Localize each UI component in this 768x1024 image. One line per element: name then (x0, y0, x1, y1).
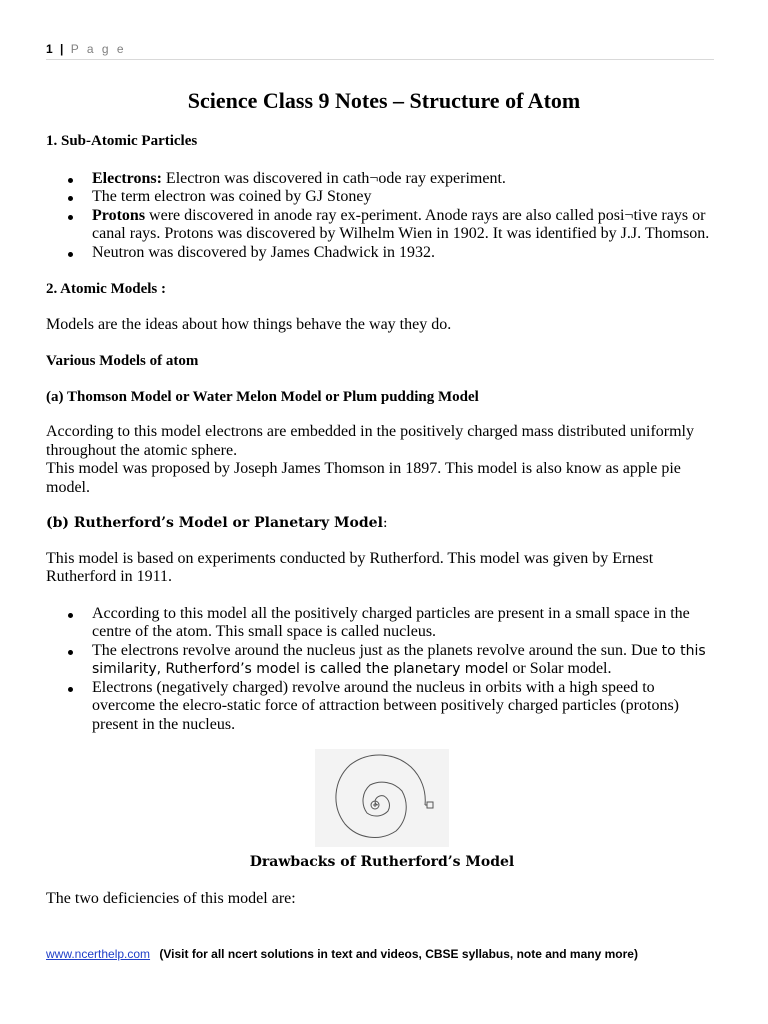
rutherford-intro: This model is based on experiments conducted by Rutherford. This model was given by Ernest Rutherford in 1911. (46, 549, 654, 585)
item-text: or Solar model. (508, 660, 612, 677)
thomson-paragraph-1: According to this model electrons are embedded in the positively charged mass distributed uniformly throughout the atomic sphere. (46, 423, 694, 459)
list-item (46, 244, 718, 263)
list-item (46, 170, 718, 189)
footer-note: (Visit for all ncert solutions in text and videos, CBSE syllabus, note and many more) (159, 947, 638, 961)
header-separator: | (60, 42, 64, 56)
models-intro: Models are the ideas about how things behave the way they do. (46, 315, 452, 333)
item-text: The electrons revolve around the nucleus just as the planets revolve around the sun. Due (92, 641, 662, 659)
page-title: Science Class 9 Notes – Structure of Atom (187, 88, 581, 113)
spiral-orbit-diagram (315, 749, 449, 847)
term-protons: Protons (92, 206, 146, 224)
item-text: According to this model all the positively charged particles are present in a small space in the centre of the atom. This small space is called nucleus. (92, 604, 690, 640)
list-item (46, 605, 718, 642)
thomson-paragraph-2: This model was proposed by Joseph James Thomson in 1897. This model is also know as apple pie model. (46, 460, 681, 496)
rutherford-heading (46, 514, 718, 533)
document-body (46, 132, 718, 908)
deficiencies-text: The two deficiencies of this model are: (46, 889, 296, 907)
page-label: P a g e (70, 42, 127, 56)
section-heading-atomic-models: 2. Atomic Models : (46, 281, 166, 297)
item-text-sans: to this similarity, Rutherford’s model is called the planetary model (92, 642, 706, 677)
figure-caption: Drawbacks of Rutherford’s Model (249, 854, 515, 870)
item-text: The term electron was coined by GJ Stoney (92, 188, 372, 205)
rutherford-heading-text: (b) Rutherford’s Model or Planetary Model (46, 515, 383, 531)
list-item (46, 188, 718, 207)
list-item (46, 207, 718, 244)
section-heading-subatomic: 1. Sub-Atomic Particles (46, 133, 198, 149)
term-electrons: Electrons: (92, 169, 162, 187)
website-link[interactable]: www.ncerthelp.com (46, 947, 151, 961)
subatomic-list (46, 170, 718, 263)
item-text: were discovered in anode ray ex-periment. Anode rays are also called posi¬tive rays or canal rays. Protons was discovered by Wilhelm Wien in 1902. It was identified by J.J. Thomson. (92, 206, 710, 242)
rutherford-orbit-figure (315, 749, 449, 847)
page-footer (46, 947, 726, 961)
item-text: Neutron was discovered by James Chadwick in 1932. (92, 243, 436, 261)
list-item (46, 679, 718, 735)
item-text: Electron was discovered in cath¬ode ray experiment. (161, 169, 506, 187)
list-item (46, 642, 718, 679)
page-number: 1 (46, 42, 53, 56)
rutherford-heading-colon: : (382, 515, 388, 531)
thomson-heading: (a) Thomson Model or Water Melon Model or Plum pudding Model (46, 388, 479, 405)
page-header (46, 42, 714, 60)
various-models-heading: Various Models of atom (46, 353, 199, 369)
rutherford-list (46, 605, 718, 735)
item-text: Electrons (negatively charged) revolve around the nucleus in orbits with a high speed to overcome the elecro-static force of attraction between positively charged particles (protons) present in the nucleus. (92, 678, 680, 733)
